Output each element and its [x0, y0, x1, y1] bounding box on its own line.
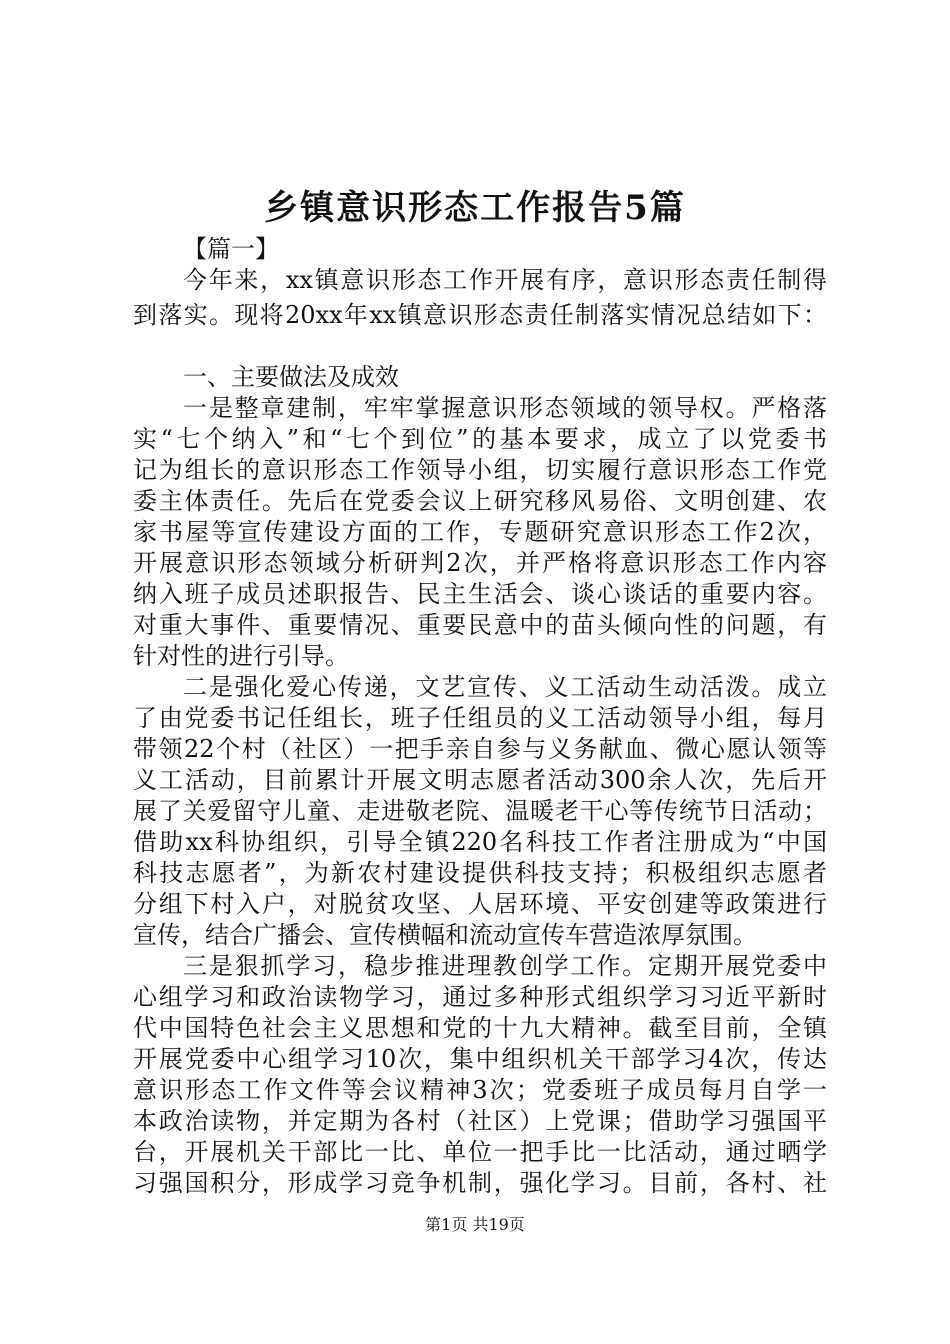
- paragraph-line: 本政治读物，并定期为各村（社区）上党课；借助学习强国平: [133, 1107, 827, 1135]
- intro-line: 今年来，xx镇意识形态工作开展有序，意识形态责任制得: [183, 266, 827, 294]
- paragraph-line: 对重大事件、重要情况、重要民意中的苗头倾向性的问题，有: [133, 611, 827, 639]
- paragraph-line: 了由党委书记任组长，班子任组员的义工活动领导小组，每月: [133, 704, 827, 732]
- page-footer: 第1页 共19页: [425, 1215, 525, 1234]
- paragraph-line: 家书屋等宣传建设方面的工作，专题研究意识形态工作2次，: [133, 518, 827, 546]
- paragraph-line: 展了关爱留守儿童、走进敬老院、温暖老干心等传统节日活动；: [133, 797, 827, 825]
- paragraph-line: 开展党委中心组学习10次，集中组织机关干部学习4次，传达: [133, 1045, 827, 1073]
- paragraph-line: 三是狠抓学习，稳步推进理教创学工作。定期开展党委中: [183, 952, 827, 980]
- section-label: 【篇一】: [183, 235, 279, 263]
- paragraph-line: 习强国积分，形成学习竞争机制，强化学习。目前，各村、社: [133, 1169, 827, 1197]
- paragraph-line: 纳入班子成员述职报告、民主生活会、谈心谈话的重要内容。: [133, 580, 827, 608]
- paragraph-line: 科技志愿者”，为新农村建设提供科技支持；积极组织志愿者: [133, 859, 827, 887]
- paragraph-line: 义工活动，目前累计开展文明志愿者活动300余人次，先后开: [133, 766, 827, 794]
- section-heading: 一、主要做法及成效: [183, 363, 399, 391]
- intro-line: 到落实。现将20xx年xx镇意识形态责任制落实情况总结如下：: [133, 301, 827, 329]
- paragraph-line: 开展意识形态领域分析研判2次，并严格将意识形态工作内容: [133, 549, 827, 577]
- paragraph-line: 记为组长的意识形态工作领导小组，切实履行意识形态工作党: [133, 456, 827, 484]
- paragraph-line: 宣传，结合广播会、宣传横幅和流动宣传车营造浓厚氛围。: [133, 921, 757, 949]
- paragraph-line: 二是强化爱心传递，文艺宣传、义工活动生动活泼。成立: [183, 673, 827, 701]
- paragraph-line: 台，开展机关干部比一比、单位一把手比一比活动，通过晒学: [133, 1138, 827, 1166]
- paragraph-line: 带领22个村（社区）一把手亲自参与义务献血、微心愿认领等: [133, 735, 827, 763]
- paragraph-line: 针对性的进行引导。: [133, 642, 349, 670]
- paragraph-line: 心组学习和政治读物学习，通过多种形式组织学习习近平新时: [133, 983, 827, 1011]
- paragraph-line: 委主体责任。先后在党委会议上研究移风易俗、文明创建、农: [133, 487, 827, 515]
- document-title: 乡镇意识形态工作报告5篇: [264, 188, 686, 228]
- paragraph-line: 分组下村入户，对脱贫攻坚、人居环境、平安创建等政策进行: [133, 890, 827, 918]
- paragraph-line: 代中国特色社会主义思想和党的十九大精神。截至目前，全镇: [133, 1014, 827, 1042]
- paragraph-line: 借助xx科协组织，引导全镇220名科技工作者注册成为“中国: [133, 828, 827, 856]
- paragraph-line: 意识形态工作文件等会议精神3次；党委班子成员每月自学一: [133, 1076, 827, 1104]
- paragraph-line: 实“七个纳入”和“七个到位”的基本要求，成立了以党委书: [133, 425, 827, 453]
- paragraph-line: 一是整章建制，牢牢掌握意识形态领域的领导权。严格落: [183, 394, 827, 422]
